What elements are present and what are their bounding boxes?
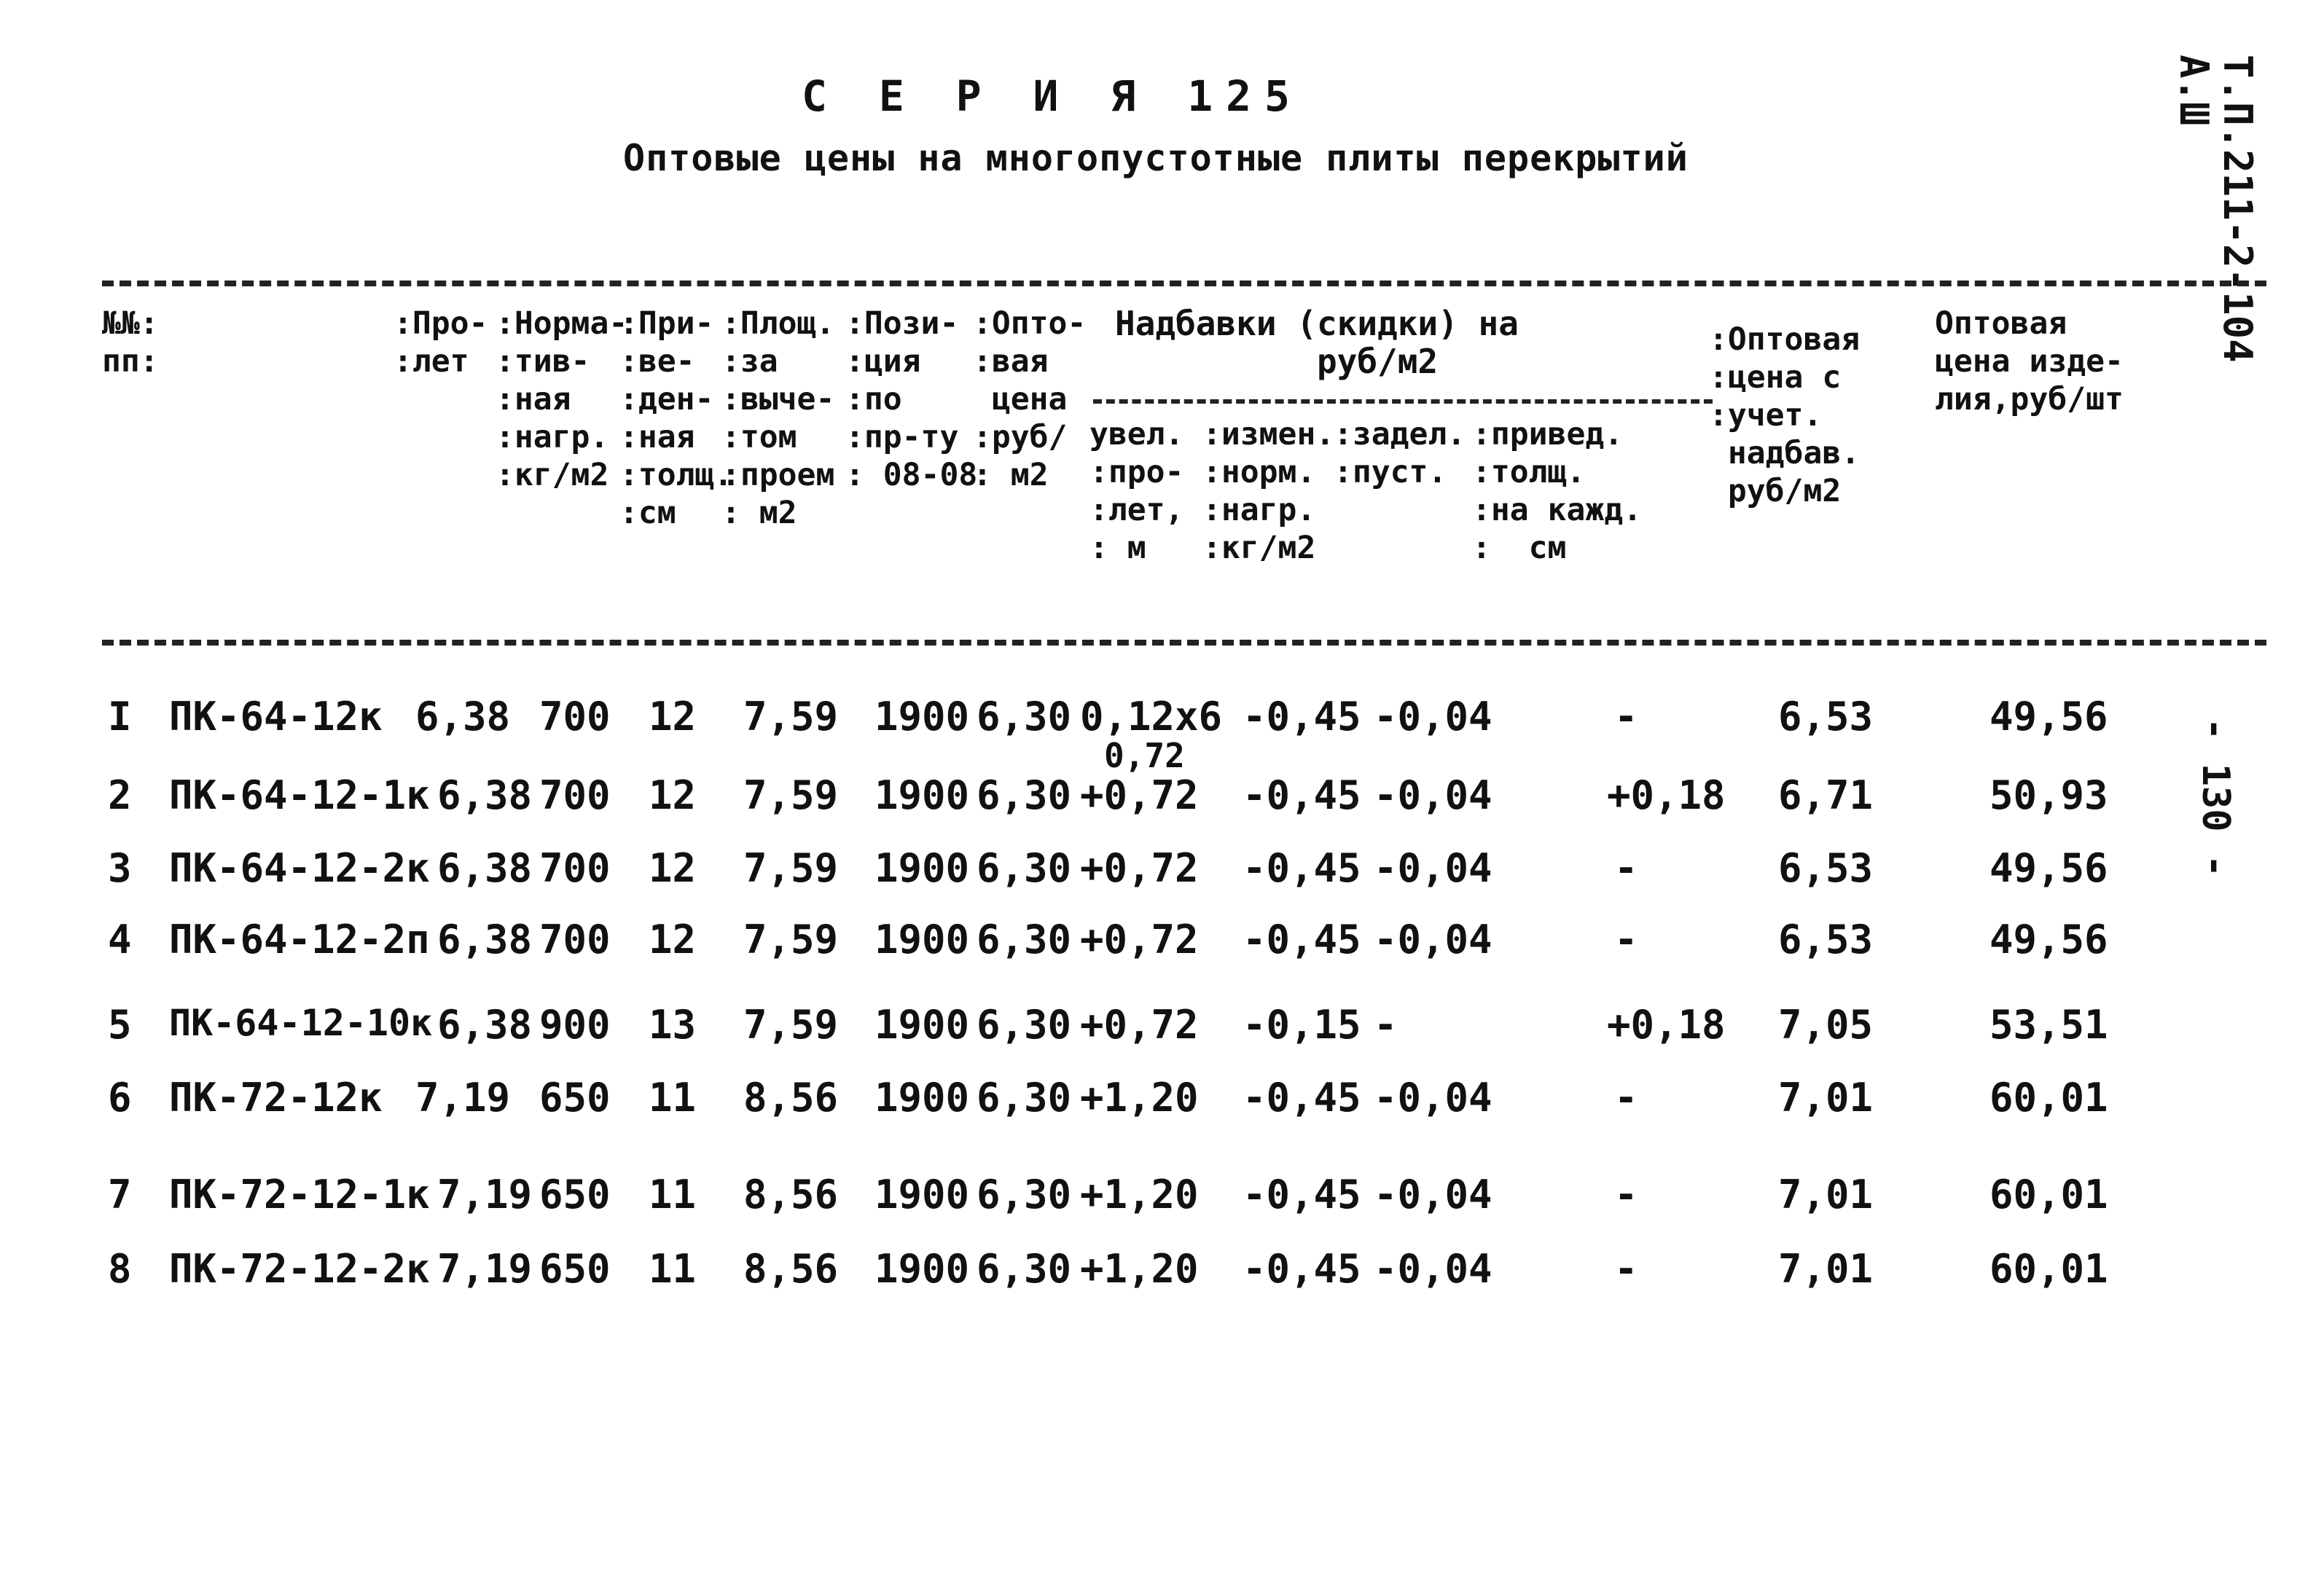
cell-number: 7 bbox=[108, 1172, 132, 1217]
cell-mark: ПК-64-12-2к bbox=[169, 845, 430, 891]
cell-price: 6,30 bbox=[977, 772, 1072, 818]
cell-surcharge-span: +0,72 bbox=[1080, 772, 1199, 818]
cell-thickness: 12 bbox=[649, 772, 697, 818]
cell-price: 6,30 bbox=[977, 1002, 1072, 1048]
col-header-thickness: :При- :ве- :ден- :ная :толщ. :см bbox=[619, 305, 733, 531]
cell-surcharge-thickness: - bbox=[1614, 1246, 1638, 1292]
cell-span: 7,19 bbox=[415, 1075, 511, 1121]
col-header-surcharge-load: :измен. :норм. :нагр. :кг/м2 bbox=[1202, 416, 1335, 566]
cell-position: 1900 bbox=[875, 845, 970, 891]
cell-number: 3 bbox=[108, 845, 132, 891]
cell-surcharge-thickness: - bbox=[1614, 1075, 1638, 1121]
cell-number: 4 bbox=[108, 917, 132, 962]
cell-position: 1900 bbox=[875, 1002, 970, 1048]
cell-position: 1900 bbox=[875, 772, 970, 818]
cell-surcharge-span: +1,20 bbox=[1080, 1246, 1199, 1292]
cell-price-with-surcharge: 7,05 bbox=[1778, 1002, 1874, 1048]
cell-price-with-surcharge: 6,53 bbox=[1778, 694, 1874, 740]
col-header-load: :Норма- :тив- :ная :нагр. :кг/м2 bbox=[496, 305, 628, 493]
cell-thickness: 12 bbox=[649, 845, 697, 891]
cell-surcharge-load: -0,45 bbox=[1243, 772, 1361, 818]
cell-mark: ПК-64-12-2п bbox=[169, 917, 430, 962]
cell-number: 8 bbox=[108, 1246, 132, 1292]
cell-surcharge-load: -0,45 bbox=[1243, 694, 1361, 740]
cell-thickness: 11 bbox=[649, 1075, 697, 1121]
cell-span: 7,19 bbox=[437, 1246, 533, 1292]
cell-surcharge-thickness: - bbox=[1614, 1172, 1638, 1217]
cell-position: 1900 bbox=[875, 1246, 970, 1292]
cell-thickness: 11 bbox=[649, 1246, 697, 1292]
cell-load: 700 bbox=[539, 772, 611, 818]
cell-surcharge-span: +0,72 bbox=[1080, 1002, 1199, 1048]
cell-thickness: 13 bbox=[649, 1002, 697, 1048]
cell-position: 1900 bbox=[875, 917, 970, 962]
col-header-price-with-surcharge: :Оптовая :цена с :учет. надбав. руб/м2 bbox=[1709, 321, 1861, 509]
cell-price-with-surcharge: 6,53 bbox=[1778, 917, 1874, 962]
cell-item-price: 60,01 bbox=[1990, 1075, 2108, 1121]
cell-surcharge-seal: - bbox=[1374, 1002, 1398, 1048]
cell-span: 6,38 bbox=[415, 694, 511, 740]
cell-price: 6,30 bbox=[977, 845, 1072, 891]
cell-surcharge-thickness: +0,18 bbox=[1607, 772, 1726, 818]
cell-price-with-surcharge: 6,53 bbox=[1778, 845, 1874, 891]
cell-surcharge-span: 0,12х6 bbox=[1080, 694, 1223, 740]
cell-surcharge-thickness: - bbox=[1614, 694, 1638, 740]
cell-price-with-surcharge: 6,71 bbox=[1778, 772, 1874, 818]
cell-load: 700 bbox=[539, 917, 611, 962]
col-header-span: :Про- :лет bbox=[394, 305, 488, 380]
cell-load: 650 bbox=[539, 1246, 611, 1292]
cell-mark: ПК-72-12-2к bbox=[169, 1246, 430, 1292]
cell-number: 6 bbox=[108, 1075, 132, 1121]
cell-number: I bbox=[108, 694, 132, 740]
cell-load: 700 bbox=[539, 845, 611, 891]
cell-load: 900 bbox=[539, 1002, 611, 1048]
cell-surcharge-seal: -0,04 bbox=[1374, 917, 1492, 962]
cell-position: 1900 bbox=[875, 694, 970, 740]
cell-surcharge-seal: -0,04 bbox=[1374, 1246, 1492, 1292]
col-header-surcharge-span: увел. :про- :лет, : м bbox=[1089, 416, 1184, 566]
cell-surcharge-span: +1,20 bbox=[1080, 1075, 1199, 1121]
cell-item-price: 49,56 bbox=[1990, 694, 2108, 740]
table-top-rule bbox=[102, 281, 2266, 286]
cell-item-price: 49,56 bbox=[1990, 845, 2108, 891]
col-header-num: №№: пп: bbox=[102, 305, 159, 380]
cell-item-price: 50,93 bbox=[1990, 772, 2108, 818]
col-header-price: :Опто- :вая цена :руб/ : м2 bbox=[973, 305, 1087, 493]
cell-surcharge-thickness: - bbox=[1614, 845, 1638, 891]
col-header-surcharge-group: Надбавки (скидки) на руб/м2 bbox=[1115, 304, 1519, 381]
cell-surcharge-seal: -0,04 bbox=[1374, 1172, 1492, 1217]
cell-load: 700 bbox=[539, 694, 611, 740]
page-number: - 130 - bbox=[2194, 718, 2237, 878]
cell-price: 6,30 bbox=[977, 917, 1072, 962]
cell-surcharge-load: -0,45 bbox=[1243, 1172, 1361, 1217]
cell-mark: ПК-64-12-1к bbox=[169, 772, 430, 818]
cell-surcharge-load: -0,15 bbox=[1243, 1002, 1361, 1048]
col-header-surcharge-seal: :задел. :пуст. bbox=[1334, 416, 1466, 490]
cell-span: 7,19 bbox=[437, 1172, 533, 1217]
col-header-position: :Пози- :ция :по :пр-ту : 08-08 bbox=[845, 305, 978, 493]
cell-item-price: 49,56 bbox=[1990, 917, 2108, 962]
col-header-surcharge-thickness: :привед. :толщ. :на кажд. : см bbox=[1472, 416, 1642, 566]
cell-area: 8,56 bbox=[743, 1246, 839, 1292]
cell-position: 1900 bbox=[875, 1172, 970, 1217]
cell-surcharge-span: +1,20 bbox=[1080, 1172, 1199, 1217]
cell-surcharge-load: -0,45 bbox=[1243, 917, 1361, 962]
cell-item-price: 53,51 bbox=[1990, 1002, 2108, 1048]
cell-thickness: 12 bbox=[649, 694, 697, 740]
header-bottom-rule bbox=[102, 640, 2266, 646]
cell-number: 2 bbox=[108, 772, 132, 818]
cell-span: 6,38 bbox=[437, 1002, 533, 1048]
cell-position: 1900 bbox=[875, 1075, 970, 1121]
cell-price: 6,30 bbox=[977, 1172, 1072, 1217]
cell-thickness: 11 bbox=[649, 1172, 697, 1217]
cell-item-price: 60,01 bbox=[1990, 1172, 2108, 1217]
cell-span: 6,38 bbox=[437, 917, 533, 962]
series-title: С Е Р И Я 125 bbox=[802, 71, 1303, 121]
cell-price: 6,30 bbox=[977, 1246, 1072, 1292]
cell-surcharge-span: +0,72 bbox=[1080, 845, 1199, 891]
document-title: Оптовые цены на многопустотные плиты перекрытий bbox=[623, 137, 1689, 179]
cell-price: 6,30 bbox=[977, 694, 1072, 740]
cell-surcharge-seal: -0,04 bbox=[1374, 1075, 1492, 1121]
cell-mark: ПК-72-12к bbox=[169, 1075, 383, 1121]
cell-number: 5 bbox=[108, 1002, 132, 1048]
cell-surcharge-seal: -0,04 bbox=[1374, 845, 1492, 891]
col-header-area: :Площ. :за :выче- :том :проем : м2 bbox=[721, 305, 835, 531]
cell-mark: ПК-64-12-10к bbox=[169, 1002, 433, 1044]
cell-load: 650 bbox=[539, 1172, 611, 1217]
side-code-line2: А.Ш bbox=[2171, 55, 2217, 126]
col-header-item-price: Оптовая цена изде- лия,руб/шт bbox=[1935, 305, 2124, 417]
cell-span: 6,38 bbox=[437, 845, 533, 891]
cell-area: 8,56 bbox=[743, 1075, 839, 1121]
cell-item-price: 60,01 bbox=[1990, 1246, 2108, 1292]
cell-price: 6,30 bbox=[977, 1075, 1072, 1121]
cell-area: 8,56 bbox=[743, 1172, 839, 1217]
cell-mark: ПК-64-12к bbox=[169, 694, 383, 740]
surcharge-rule bbox=[1093, 399, 1713, 404]
cell-price-with-surcharge: 7,01 bbox=[1778, 1246, 1874, 1292]
cell-thickness: 12 bbox=[649, 917, 697, 962]
cell-span: 6,38 bbox=[437, 772, 533, 818]
cell-surcharge-load: -0,45 bbox=[1243, 1246, 1361, 1292]
cell-area: 7,59 bbox=[743, 845, 839, 891]
cell-load: 650 bbox=[539, 1075, 611, 1121]
cell-surcharge-load: -0,45 bbox=[1243, 1075, 1361, 1121]
side-code-line1: Т.П.211-2-104 bbox=[2215, 55, 2261, 363]
cell-area: 7,59 bbox=[743, 694, 839, 740]
cell-surcharge-span: +0,72 bbox=[1080, 917, 1199, 962]
cell-surcharge-span-note: 0,72 bbox=[1104, 736, 1185, 775]
cell-surcharge-thickness: - bbox=[1614, 917, 1638, 962]
cell-surcharge-thickness: +0,18 bbox=[1607, 1002, 1726, 1048]
cell-price-with-surcharge: 7,01 bbox=[1778, 1075, 1874, 1121]
cell-surcharge-seal: -0,04 bbox=[1374, 772, 1492, 818]
cell-surcharge-seal: -0,04 bbox=[1374, 694, 1492, 740]
cell-mark: ПК-72-12-1к bbox=[169, 1172, 430, 1217]
cell-surcharge-load: -0,45 bbox=[1243, 845, 1361, 891]
cell-area: 7,59 bbox=[743, 772, 839, 818]
side-code bbox=[2172, 55, 2259, 363]
cell-area: 7,59 bbox=[743, 1002, 839, 1048]
cell-area: 7,59 bbox=[743, 917, 839, 962]
cell-price-with-surcharge: 7,01 bbox=[1778, 1172, 1874, 1217]
